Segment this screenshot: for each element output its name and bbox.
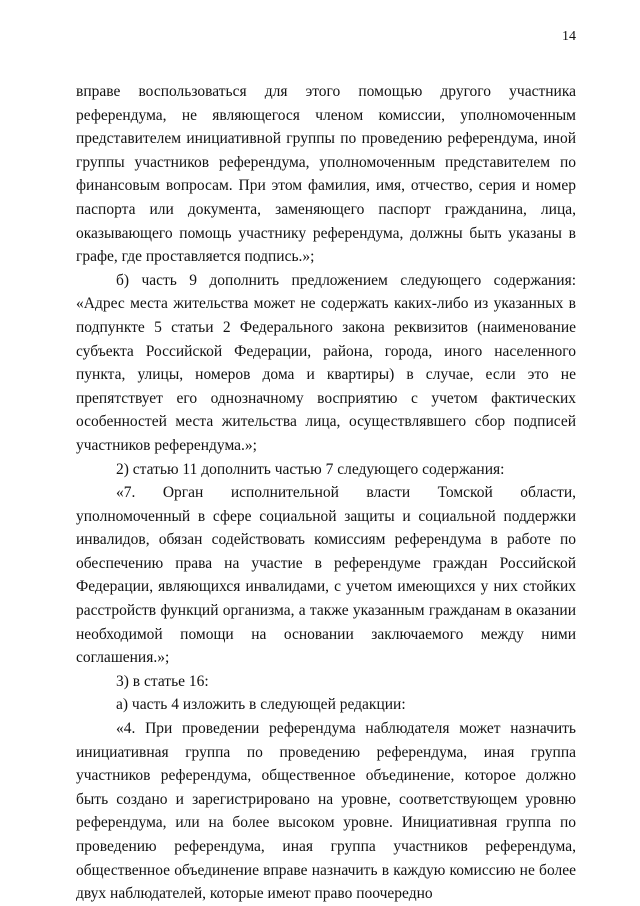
paragraph-a-part-4: а) часть 4 изложить в следующей редакции:: [116, 696, 406, 714]
paragraph-3-article-16: 3) в статье 16:: [116, 672, 209, 690]
page-number: 14: [562, 29, 576, 44]
paragraph-b-part-9: б) часть 9 дополнить предложением следующего содержания: «Адрес места жительства может не содержать каких-либо из указанных в подпункте 5 статьи 2 Федерального закона реквизитов (наименование субъекта Российской Федерации, района, города, иного населенного пункта, улицы, номеров дома и квартиры) в случае, если это не препятствует его однозначному восприятию с учетом фактических особенностей места жительства лица, осуществлявшего сбор подписей участников референдума.»;: [76, 271, 576, 454]
paragraph-2-article-11: 2) статью 11 дополнить частью 7 следующего содержания:: [116, 460, 505, 478]
paragraph-continuation: вправе воспользоваться для этого помощью другого участника референдума, не являющегося членом комиссии, уполномоченным представителем инициативной группы по проведению референдума, иной группы участников референдума, уполномоченным представителем по финансовым вопросам. При этом фамилия, имя, отчество, серия и номер паспорта или документа, заменяющего паспорт гражданина, лица, оказывающего помощь участнику референдума, должны быть указаны в графе, где проставляется подпись.»;: [76, 83, 576, 266]
paragraph-part-4-text: «4. При проведении референдума наблюдателя может назначить инициативная группа по проведению референдума, иная группа участников референдума, общественное объединение, которое должно быть создано и зарегистрировано на уровне, соответствующем уровню референдума, или на более высоком уровне. Инициативная группа по проведению референдума, иная группа участников референдума, общественное объединение вправе назначить в каждую комиссию не более двух наблюдателей, которые имеют право поочередно: [76, 720, 576, 903]
paragraph-part-7: «7. Орган исполнительной власти Томской области, уполномоченный в сфере социальной защиты и социальной поддержки инвалидов, обязан содействовать комиссиям референдума в работе по обеспечению права на участие в референдуме граждан Российской Федерации, являющихся инвалидами, с учетом имеющихся у них стойких расстройств функций организма, а также указанным гражданам в оказании необходимой помощи на основании заключаемого между ними соглашения.»;: [76, 484, 576, 667]
document-body: [76, 80, 576, 906]
